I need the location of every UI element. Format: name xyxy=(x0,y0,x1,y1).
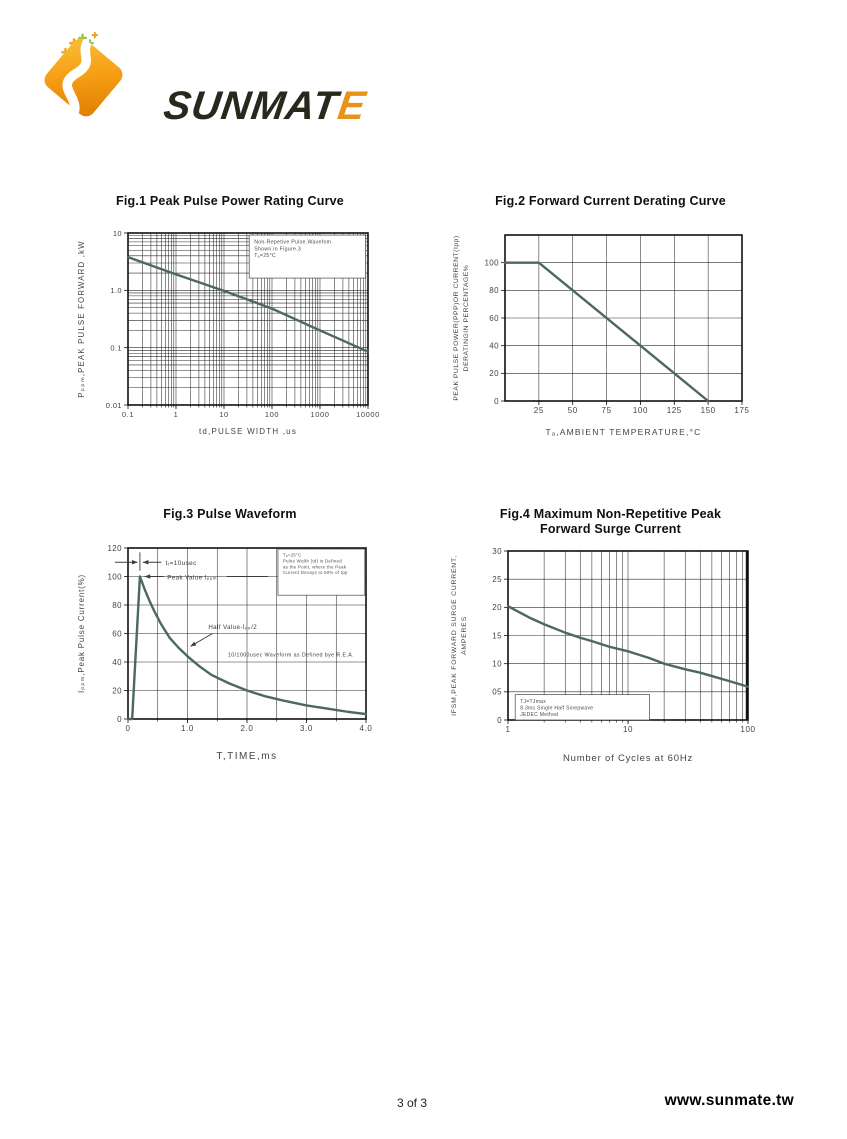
svg-text:0: 0 xyxy=(125,724,131,733)
svg-text:30: 30 xyxy=(492,546,502,556)
fig3-title: Fig.3 Pulse Waveform xyxy=(163,507,297,521)
svg-text:60: 60 xyxy=(112,629,122,639)
fig4-title-line2: Forward Surge Current xyxy=(539,522,682,536)
page-number: 3 of 3 xyxy=(397,1096,428,1110)
svg-text:60: 60 xyxy=(489,313,499,323)
svg-text:Half Value-Iₚₚ/2: Half Value-Iₚₚ/2 xyxy=(208,624,258,632)
fig4-chart xyxy=(438,539,783,779)
y-axis-label: IFSM,PEAK FORWARD SURGE CURRENT, xyxy=(451,555,458,716)
fig2-chart xyxy=(438,222,783,452)
svg-text:as the Point, where the Peak: as the Point, where the Peak xyxy=(282,564,347,570)
svg-text:TJ=TJmax: TJ=TJmax xyxy=(520,698,547,705)
fig1-title: Fig.1 Peak Pulse Power Rating Curve xyxy=(116,194,344,208)
brand-accent: E xyxy=(335,84,369,128)
svg-text:0: 0 xyxy=(117,714,122,724)
website-url: www.sunmate.tw xyxy=(664,1092,794,1109)
y-axis-label: Pₚₚₘ,PEAK PULSE FORWARD ,kW xyxy=(77,240,86,398)
fig2-plot xyxy=(438,222,778,452)
svg-text:175: 175 xyxy=(734,406,750,415)
svg-text:40: 40 xyxy=(489,341,499,351)
svg-text:15: 15 xyxy=(492,631,502,641)
y-axis-label: AMPERES xyxy=(461,616,468,655)
svg-text:25: 25 xyxy=(492,574,502,584)
y-axis-label: Iₚₚₘ,Peak Pulse Current(%) xyxy=(77,574,86,693)
svg-text:100: 100 xyxy=(484,258,499,268)
y-axis-label: PEAK PULSE POWER(PPP)OR CURRENT(Ipp) xyxy=(453,235,460,401)
svg-text:1000: 1000 xyxy=(310,410,330,419)
grid xyxy=(505,235,742,401)
svg-text:JEDEC Method: JEDEC Method xyxy=(520,712,559,719)
sunmate-logo-icon xyxy=(36,28,131,123)
svg-text:2.0: 2.0 xyxy=(240,724,254,733)
svg-text:0.1: 0.1 xyxy=(110,343,122,353)
svg-text:75: 75 xyxy=(601,406,612,415)
svg-text:125: 125 xyxy=(666,406,682,415)
fig2-title: Fig.2 Forward Current Derating Curve xyxy=(495,194,726,208)
svg-text:0.1: 0.1 xyxy=(121,410,135,419)
svg-text:10: 10 xyxy=(112,228,122,238)
x-axis-label: Number of Cycles at 60Hz xyxy=(562,753,694,764)
svg-text:1: 1 xyxy=(505,725,511,734)
figure-3 xyxy=(60,507,400,775)
svg-text:3.0: 3.0 xyxy=(300,724,313,733)
x-axis-label: Tₐ,AMBIENT TEMPERATURE,°C xyxy=(545,427,702,437)
svg-text:1.0: 1.0 xyxy=(110,286,122,296)
svg-text:Non-Repetive Pulse.Wavefom: Non-Repetive Pulse.Wavefom xyxy=(254,239,332,246)
svg-text:40: 40 xyxy=(112,657,122,667)
fig3-chart xyxy=(60,535,400,775)
fig1-chart xyxy=(60,222,400,452)
figure-4 xyxy=(438,507,783,779)
svg-text:0: 0 xyxy=(497,715,502,725)
svg-text:Tₐ=25°C: Tₐ=25°C xyxy=(282,552,302,558)
svg-text:10000: 10000 xyxy=(356,410,380,419)
svg-text:20: 20 xyxy=(489,369,499,379)
svg-text:10: 10 xyxy=(219,410,229,419)
svg-text:Shown in Figure.3: Shown in Figure.3 xyxy=(254,246,302,253)
logo xyxy=(36,28,369,128)
y-axis-label: DERATINGIN PERCENTAGE% xyxy=(463,264,470,372)
svg-text:10/1000usec Waveform as Defin: 10/1000usec Waveform as Defined bye R.E.A. xyxy=(227,652,355,659)
brand-main: SUNMAT xyxy=(160,84,342,128)
x-axis-label: T,TIME,ms xyxy=(216,751,278,762)
svg-text:tᵣ=10usec: tᵣ=10usec xyxy=(165,560,197,568)
fig4-plot xyxy=(438,539,778,779)
tick-labels xyxy=(484,258,749,415)
svg-text:8.3ms Single Half Sinepwave: 8.3ms Single Half Sinepwave xyxy=(520,705,594,712)
svg-text:4.0: 4.0 xyxy=(359,724,373,733)
fig4-title: Fig.4 Maximum Non-Repetitive Peak xyxy=(499,507,722,521)
svg-text:Tₐ=25°C: Tₐ=25°C xyxy=(254,253,277,260)
svg-text:25: 25 xyxy=(533,406,544,415)
svg-text:1.0: 1.0 xyxy=(181,724,194,733)
svg-text:05: 05 xyxy=(492,687,502,697)
svg-text:100: 100 xyxy=(632,406,649,415)
svg-text:100: 100 xyxy=(107,572,122,582)
svg-text:Peak Value Iₚₚₘ: Peak Value Iₚₚₘ xyxy=(167,574,218,582)
svg-text:20: 20 xyxy=(112,686,122,696)
svg-text:0: 0 xyxy=(494,396,499,406)
svg-text:100: 100 xyxy=(264,410,280,419)
svg-text:80: 80 xyxy=(489,286,499,296)
svg-text:20: 20 xyxy=(492,603,502,613)
brand-wordmark xyxy=(161,84,369,129)
svg-text:150: 150 xyxy=(700,406,716,415)
svg-text:Current Decays to 50% of Ipp: Current Decays to 50% of Ipp xyxy=(282,570,348,576)
fig1-plot xyxy=(60,222,395,452)
svg-text:0.01: 0.01 xyxy=(105,400,122,410)
svg-text:120: 120 xyxy=(107,543,122,553)
fig3-plot xyxy=(60,535,395,775)
figure-2 xyxy=(438,194,783,452)
figure-1 xyxy=(60,194,400,452)
svg-text:100: 100 xyxy=(740,725,756,734)
x-axis-label: td,PULSE WIDTH ,us xyxy=(198,427,298,436)
svg-text:80: 80 xyxy=(112,600,122,610)
svg-text:10: 10 xyxy=(622,725,634,734)
svg-text:Pulse Width (td) is Defined: Pulse Width (td) is Defined xyxy=(282,558,342,564)
svg-text:1: 1 xyxy=(173,410,179,419)
svg-text:10: 10 xyxy=(492,659,502,669)
svg-text:50: 50 xyxy=(567,406,578,415)
